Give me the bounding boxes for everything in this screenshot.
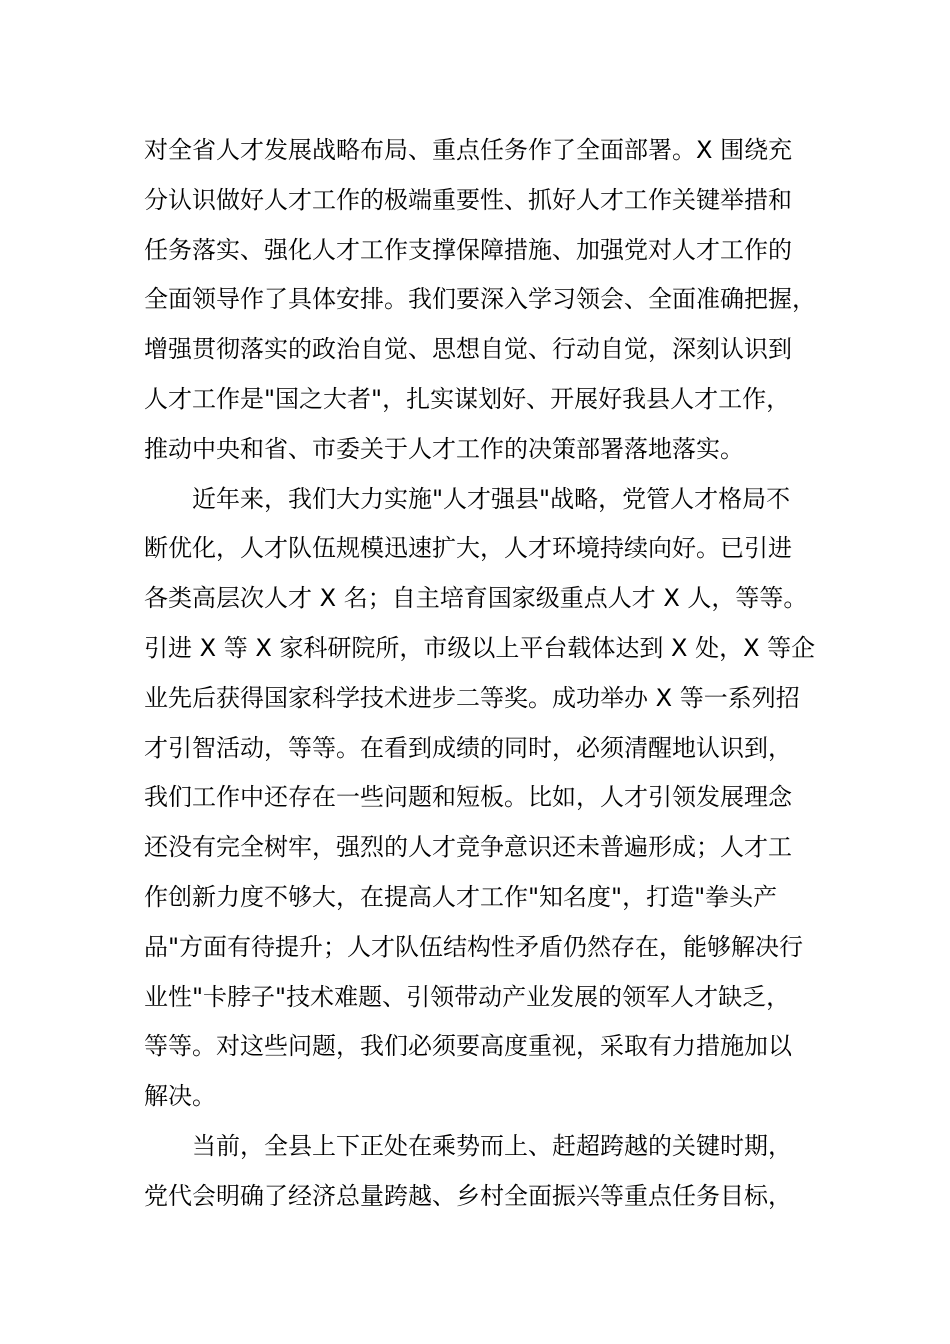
- text-line: 当前，全县上下正处在乘势而上、赶超跨越的关键时期，: [192, 1131, 792, 1160]
- text-line: 还没有完全树牢，强烈的人才竞争意识还未普遍形成；人才工: [144, 833, 792, 862]
- paragraph-3: [144, 1122, 844, 1222]
- document-body: [144, 126, 844, 1222]
- text-line: 增强贯彻落实的政治自觉、思想自觉、行动自觉，深刻认识到: [144, 335, 792, 364]
- text-line: 引进 X 等 X 家科研院所，市级以上平台载体达到 X 处，X 等企: [144, 633, 816, 662]
- paragraph-1: [144, 126, 844, 475]
- text-line: 对全省人才发展战略布局、重点任务作了全面部署。X 围绕充: [144, 136, 793, 164]
- text-line: 解决。: [144, 1082, 216, 1111]
- text-line: 推动中央和省、市委关于人才工作的决策部署落地落实。: [144, 434, 744, 463]
- text-line: 断优化，人才队伍规模迅速扩大，人才环境持续向好。已引进: [144, 534, 792, 563]
- text-line: 人才工作是"国之大者"，扎实谋划好、开展好我县人才工作，: [144, 384, 791, 413]
- text-line: 才引智活动，等等。在看到成绩的同时，必须清醒地认识到，: [144, 733, 792, 762]
- text-line: 全面领导作了具体安排。我们要深入学习领会、全面准确把握，: [144, 285, 816, 314]
- text-line: 各类高层次人才 X 名；自主培育国家级重点人才 X 人，等等。: [144, 584, 808, 613]
- text-line: 作创新力度不够大，在提高人才工作"知名度"，打造"拳头产: [144, 882, 778, 911]
- text-line: 品"方面有待提升；人才队伍结构性矛盾仍然存在，能够解决行: [144, 932, 804, 961]
- text-line: 业性"卡脖子"技术难题、引领带动产业发展的领军人才缺乏，: [144, 982, 791, 1011]
- text-line: 我们工作中还存在一些问题和短板。比如，人才引领发展理念: [144, 783, 792, 812]
- text-line: 党代会明确了经济总量跨越、乡村全面振兴等重点任务目标，: [144, 1181, 792, 1210]
- text-line: 业先后获得国家科学技术进步二等奖。成功举办 X 等一系列招: [144, 683, 800, 712]
- text-line: 任务落实、强化人才工作支撑保障措施、加强党对人才工作的: [144, 235, 792, 264]
- text-line: 分认识做好人才工作的极端重要性、抓好人才工作关键举措和: [144, 185, 792, 214]
- paragraph-2: [144, 475, 844, 1122]
- text-line: 近年来，我们大力实施"人才强县"战略，党管人才格局不: [192, 484, 791, 513]
- text-line: 等等。对这些问题，我们必须要高度重视，采取有力措施加以: [144, 1032, 792, 1061]
